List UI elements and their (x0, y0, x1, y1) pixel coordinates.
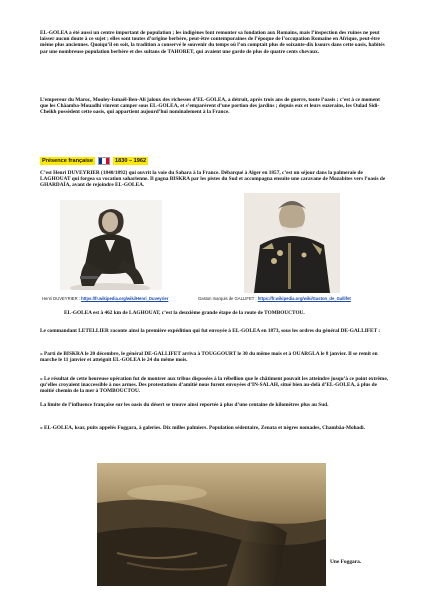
gallifet-wikipedia-link[interactable]: https://fr.wikipedia.org/wiki/Gaston_de_Gallifet (257, 296, 351, 301)
section-title: Présence française (42, 157, 93, 164)
duveyrier-wikipedia-link[interactable]: https://fr.wikipedia.org/wiki/Henri_Duveyrier (81, 296, 169, 301)
paragraph-influence: La limite de l’influence française sur les oasis du désert se trouve ainsi reportée à plus d’une centaine de kilomètres plus au Sud. (40, 402, 329, 408)
duveyrier-caption-label: Henri DUVEYRIER : (42, 296, 82, 301)
paragraph-history: EL-GOLEA a été aussi un centre important de population ; les indigènes font remonter sa fondation aux Romains, mais l’inspection des ruines ne peut laisser aucun doute à ce sujet ; elles sont toutes d’origine berbère, peut-être contemporaines de l’époque de l’occupation Romaine en Afrique, peut-être même plus anciennes. Quoiqu’il en soit, la tradition a conservé le souvenir du temps où l’on comptait plus de soixante-dix ksours dans cette oasis, habités par une nombreuse population berbère et des sultans de TAHORET, qui avaient une garde de plus de quatre cents chevaux. (40, 30, 385, 55)
paragraph-foggara: « EL-GOLEA, ksar, puits appelés Foggara, à galeries. Dix milles palmiers. Population sédentaire, Zenata et nègres nomades, Chambâa-Mohadi. (40, 425, 365, 431)
french-flag-icon (98, 157, 110, 165)
section-heading-presence (40, 156, 148, 165)
foggara-photo-image (97, 463, 326, 586)
duveyrier-caption (42, 296, 168, 301)
paragraph-duveyrier: C’est Henri DUVEYRIER (1840/1892) qui ouvrit la voie du Sahara à la France. Débarqué à Alger en 1857, c’est un séjour dans la palmeraie de LAGHOUAT qui forgea sa vocation saharienne. Il gagna BISKRA par les pistes du Sud et accompagna ensuite une caravane de Mozabites vers l’oasis de GHARDAÏA, avant de rejoindre EL-GOLEA. (40, 170, 386, 189)
paragraph-result: « Le résultat de cette heureuse opération fut de montrer aux tribus disposées à la rébellion que le châtiment pouvait les atteindre jusqu’à ce point extrême, qu’elles croyaient inaccessible à nos armes. Des protestations d’amitié nous furent envoyées d’IN-SALAH, situé bien au-delà d’EL-GOLEA, à plus de moitié chemin de la mer à TOMBOUCTOU. (40, 376, 388, 395)
gallifet-portrait-image (244, 193, 340, 293)
paragraph-distance: EL-GOLEA est à 462 km de LAGHOUAT, c’est la deuxième grande étape de la route de TOMBOUCTOU. (64, 310, 305, 316)
paragraph-letellier: Le commandant LETELLIER raconte ainsi la première expédition qui fut envoyée à EL-GOLEA en 1873, sous les ordres du général DE-GALLIFET : (40, 328, 381, 334)
section-dates: 1830 – 1962 (115, 157, 147, 164)
foggara-caption: Une Foggara. (330, 559, 362, 565)
gallifet-caption-label: Gaston marquis de GALLIFET : (198, 296, 258, 301)
duveyrier-portrait-image (60, 200, 162, 290)
gallifet-caption (198, 296, 351, 301)
paragraph-morocco: L’empereur du Maroc, Mouley-Ismaël-Ben-Ali jaloux des richesses d’EL-GOLEA, a détruit, après trois ans de guerre, toute l’oasis ; c’est à ce moment que les Châamba-Mouadhi vinrent camper sous EL-GOLEA, et s’emparèrent d’une portion des jardins ; depuis eux et leurs suzerains, les Oulad Sidi-Cheikh possèdent cette oasis, qui appartient aujourd’hui nominalement à la France. (40, 97, 380, 116)
paragraph-expedition: « Parti de BISKRA le 20 décembre, le général DE-GALLIFET arriva à TOUGGOURT le 30 du même mois et à OUARGLA le 8 janvier. Il se remit en marche le 11 janvier et atteignit EL-GOLEA le 24 du même mois. (40, 351, 378, 364)
